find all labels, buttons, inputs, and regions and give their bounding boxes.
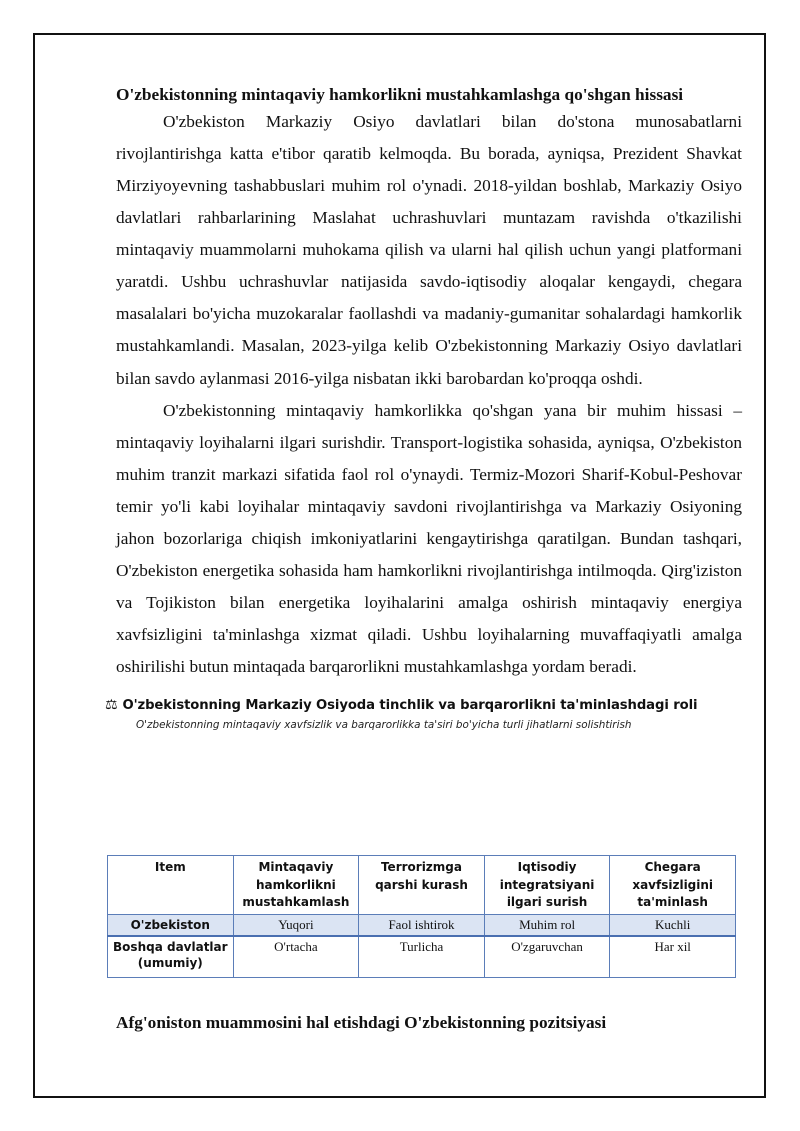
table-row xyxy=(108,914,736,936)
table-header-cell: Item xyxy=(108,856,234,915)
paragraph-1: O'zbekiston Markaziy Osiyo davlatlari bilan do'stona munosabatlarni rivojlantirishga katta e'tibor qaratib kelmoqda. Bu borada, ayniqsa, Prezident Shavkat Mirziyoyevning tashabbuslari muhim rol o'ynadi. 2018-yildan boshlab, Markaziy Osiyo davlatlari rahbarlarining Maslahat uchrashuvlari muntazam ravishda o'tkazilishi mintaqaviy muammolarni muhokama qilish va ularni hal qilish uchun yangi platformani yaratdi. Ushbu uchrashuvlar natijasida savdo-iqtisodiy aloqalar kengaydi, chegara masalalari bo'yicha muzokaralar faollashdi va madaniy-gumanitar sohalardagi hamkorlik mustahkamlandi. Masalan, 2023-yilga kelib O'zbekistonning Markaziy Osiyo davlatlari bilan savdo aylanmasi 2016-yilga nisbatan ikki barobardan ko'proqqa oshdi. xyxy=(116,111,742,388)
table-subtitle: O'zbekistonning mintaqaviy xavfsizlik va barqarorlikka ta'siri bo'yicha turli jihatlarni solishtirish xyxy=(136,719,632,732)
table-cell: Faol ishtirok xyxy=(359,914,485,936)
next-section-title: Afg'oniston muammosini hal etishdagi O'zbekistonning pozitsiyasi xyxy=(116,1013,607,1032)
table-header-cell: Mintaqaviy hamkorlikni mustahkamlash xyxy=(233,856,359,915)
table-row-label: O'zbekiston xyxy=(108,914,234,936)
table-cell: Kuchli xyxy=(610,914,736,936)
table-title-text: O'zbekistonning Markaziy Osiyoda tinchlik va barqarorlikni ta'minlashdagi roli xyxy=(122,697,698,713)
table-cell: Muhim rol xyxy=(484,914,610,936)
table-row xyxy=(108,936,736,978)
document-body xyxy=(105,85,742,732)
table-header-cell: Iqtisodiy integratsiyani ilgari surish xyxy=(484,856,610,915)
table-header-row xyxy=(108,856,736,915)
scale-icon: ⚖ xyxy=(105,697,118,714)
section-title: O'zbekistonning mintaqaviy hamkorlikni mustahkamlashga qo'shgan hissasi xyxy=(116,85,684,104)
paragraph-2: O'zbekistonning mintaqaviy hamkorlikka qo'shgan yana bir muhim hissasi – mintaqaviy loyihalarni ilgari surishdir. Transport-logistika sohasida, ayniqsa, O'zbekiston muhim tranzit markazi sifatida faol rol o'ynaydi. Termiz-Mozori Sharif-Kobul-Peshovar temir yo'li kabi loyihalar mintaqaviy savdoni rivojlantirishga va Markaziy Osiyoning jahon bozorlariga chiqish imkoniyatlarini kengaytirishga qaratilgan. Bundan tashqari, O'zbekiston energetika sohasida ham hamkorlikni rivojlantirishga intilmoqda. Qirg'iziston va Tojikiston bilan energetika loyihalarini amalga oshirish mintaqaviy energiya xavfsizligini ta'minlashga xizmat qiladi. Ushbu loyihalarning muvaffaqiyatli amalga oshirilishi butun mintaqada barqarorlikni mustahkamlashga yordam beradi. xyxy=(116,400,742,677)
table-cell: Turlicha xyxy=(359,936,485,978)
table-title xyxy=(105,697,742,713)
comparison-table xyxy=(107,855,736,978)
table-cell: O'zgaruvchan xyxy=(484,936,610,978)
table-header-cell: Chegara xavfsizligini ta'minlash xyxy=(610,856,736,915)
table-header-cell: Terrorizmga qarshi kurash xyxy=(359,856,485,915)
table-cell: Yuqori xyxy=(233,914,359,936)
table-cell: O'rtacha xyxy=(233,936,359,978)
table-row-label: Boshqa davlatlar (umumiy) xyxy=(108,936,234,978)
table-cell: Har xil xyxy=(610,936,736,978)
